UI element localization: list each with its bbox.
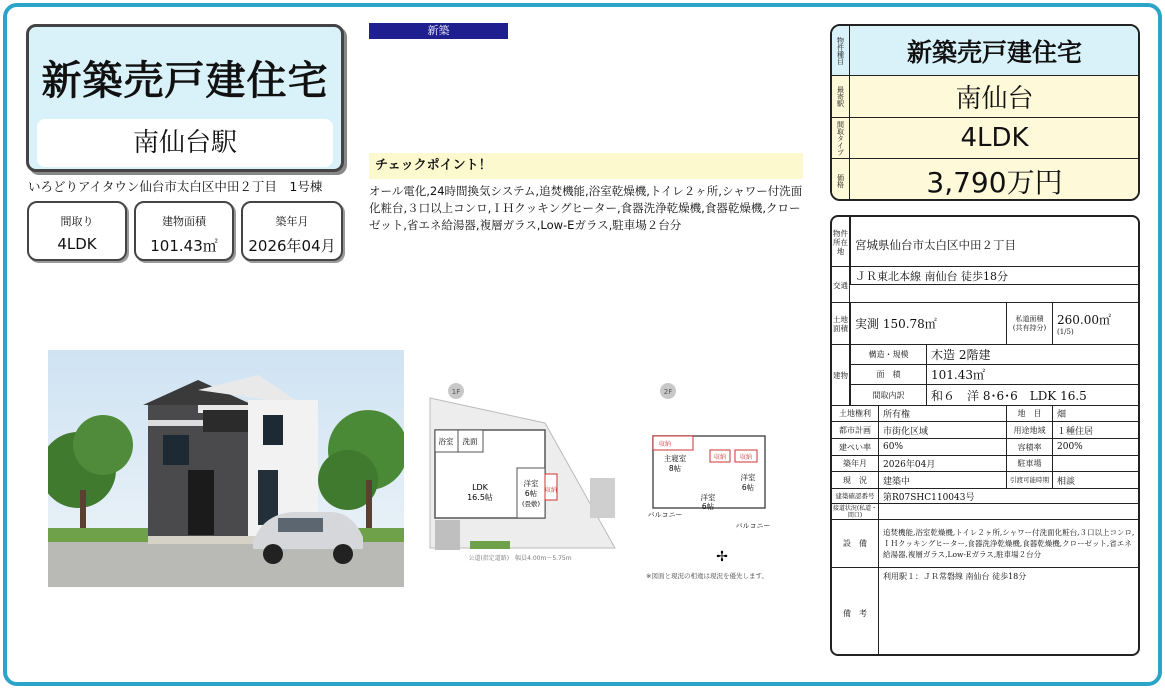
detail-row-built bbox=[832, 455, 1138, 471]
detail-city: 市街化区域 bbox=[878, 422, 1006, 438]
detail-layout-head: 間取内訳 bbox=[850, 385, 926, 406]
detail-equip-head: 設 備 bbox=[843, 539, 867, 548]
detail-location: 宮城県仙台市太白区中田２丁目 bbox=[850, 217, 1138, 266]
fp-storage3: 収納 bbox=[713, 454, 727, 461]
spec-built-value: 2026年04月 bbox=[248, 237, 336, 255]
detail-built-head: 築年月 bbox=[843, 459, 867, 468]
fp-wash: 洗面 bbox=[462, 437, 478, 446]
detail-remarks-head: 備 考 bbox=[843, 608, 867, 618]
fp-ldk: LDK bbox=[472, 483, 488, 492]
fp-storage2: 収納 bbox=[658, 441, 672, 448]
summary-station-value: 南仙台 bbox=[955, 84, 1034, 114]
detail-city-head: 都市計画 bbox=[839, 425, 871, 435]
address-line: いろどりアイタウン仙台市太白区中田２丁目 1号棟 bbox=[28, 179, 323, 194]
detail-far-head: 容積率 bbox=[1006, 439, 1052, 455]
detail-location-head: 物件所在地 bbox=[832, 217, 850, 267]
new-badge: 新築 bbox=[369, 23, 508, 39]
spec-floor-area bbox=[134, 201, 234, 261]
fp-road-note: 公道(指定道路) 幅員4.00m〜5.75m bbox=[468, 555, 572, 562]
floor2-label: 2F bbox=[663, 388, 673, 396]
detail-status-head: 現 況 bbox=[843, 475, 867, 485]
detail-row-status bbox=[832, 471, 1138, 488]
detail-table bbox=[830, 215, 1140, 656]
detail-zoning-head: 用途地域 bbox=[1006, 422, 1052, 438]
detail-handover-head: 引渡可能時期 bbox=[1006, 472, 1052, 488]
detail-permit-head: 建築確認番号 bbox=[835, 491, 875, 500]
summary-type-head: 物件種目 bbox=[832, 26, 850, 75]
detail-row-transport bbox=[832, 266, 1138, 302]
floor1-label: 1F bbox=[451, 388, 461, 396]
fp-ldk-size: 16.5帖 bbox=[467, 493, 493, 502]
detail-row-coverage bbox=[832, 438, 1138, 455]
detail-private-road: 260.00㎡ bbox=[1057, 313, 1111, 327]
fp-western3-size: 6帖 bbox=[741, 483, 755, 492]
station-name: 南仙台駅 bbox=[37, 119, 333, 167]
detail-structure-head: 構造・規模 bbox=[850, 345, 926, 365]
fp-disclaimer: ※図面と現況の相違は現況を優先します。 bbox=[646, 572, 768, 580]
detail-floor-area-head: 面 積 bbox=[850, 365, 926, 385]
summary-row-station bbox=[832, 76, 1138, 118]
detail-land-head: 土地面積 bbox=[832, 303, 850, 345]
detail-private-road-head: 私道面積 (共有持分) bbox=[1006, 303, 1052, 344]
summary-station-head: 最寄駅 bbox=[832, 76, 850, 117]
summary-price-head: 価格 bbox=[832, 159, 850, 201]
property-type-title: 新築売戸建住宅 bbox=[41, 58, 329, 104]
check-point-title: チェックポイント！ bbox=[369, 153, 803, 179]
summary-layout-value: 4LDK bbox=[960, 123, 1029, 153]
detail-road bbox=[878, 504, 1138, 519]
detail-transport-head: 交通 bbox=[832, 267, 850, 303]
summary-price-value: 3,790万円 bbox=[926, 166, 1063, 199]
summary-row-price bbox=[832, 159, 1138, 201]
spec-layout-label: 間取り bbox=[60, 215, 94, 228]
fp-balcony1: バルコニー bbox=[647, 511, 683, 519]
detail-row-location bbox=[832, 216, 1138, 266]
detail-zoning: １種住居 bbox=[1052, 422, 1138, 438]
detail-row-city bbox=[832, 421, 1138, 438]
floor-plan bbox=[425, 378, 785, 584]
fp-master-size: 8帖 bbox=[668, 464, 682, 473]
spec-built bbox=[241, 201, 343, 261]
detail-private-road-cell bbox=[1052, 303, 1138, 344]
detail-land-area: 実測 150.78㎡ bbox=[850, 303, 1006, 344]
spec-floor-area-value: 101.43㎡ bbox=[150, 237, 218, 255]
fp-western1: 洋室 bbox=[523, 479, 539, 488]
spec-layout bbox=[27, 201, 127, 261]
detail-coverage: 60% bbox=[878, 439, 1006, 455]
detail-row-remarks bbox=[832, 567, 1138, 656]
fp-western2-size: 6帖 bbox=[701, 502, 715, 511]
fp-western2: 洋室 bbox=[700, 493, 716, 502]
fp-western3: 洋室 bbox=[740, 473, 756, 482]
detail-remarks: 利用駅１：ＪＲ常磐線 南仙台 徒歩18分 bbox=[878, 568, 1138, 656]
detail-far: 200% bbox=[1052, 439, 1138, 455]
fp-master: 主寝室 bbox=[663, 454, 687, 463]
summary-row-layout bbox=[832, 118, 1138, 159]
detail-transport: ＪＲ東北本線 南仙台 徒歩18分 bbox=[850, 267, 1138, 285]
detail-building-head: 建物 bbox=[832, 345, 850, 406]
check-point-body: オール電化,24時間換気システム,追焚機能,浴室乾燥機,トイレ２ヶ所,シャワー付洗面化粧台,３口以上コンロ,ＩＨクッキングヒーター,食器洗浄乾燥機,食器乾燥機,クローゼット,省エネ給湯器,複層ガラス,Low-Eガラス,駐車場２台分 bbox=[369, 184, 803, 232]
title-card bbox=[26, 24, 344, 172]
detail-parking bbox=[1052, 456, 1138, 471]
detail-rights: 所有権 bbox=[878, 406, 1006, 421]
detail-row-equip bbox=[832, 519, 1138, 567]
detail-row-road bbox=[832, 503, 1138, 519]
summary-table bbox=[830, 24, 1140, 201]
fp-storage1: 収納 bbox=[544, 487, 558, 494]
detail-row-permit bbox=[832, 488, 1138, 503]
detail-landcat-head: 地 目 bbox=[1006, 406, 1052, 421]
detail-coverage-head: 建ぺい率 bbox=[839, 442, 871, 452]
detail-rights-head: 土地権利 bbox=[839, 409, 871, 418]
fp-bath: 浴室 bbox=[438, 437, 454, 446]
detail-layout: 和６ 洋 8･6･6 LDK 16.5 bbox=[926, 385, 1138, 406]
summary-layout-head: 間取タイプ bbox=[832, 118, 850, 158]
detail-landcat: 畑 bbox=[1052, 406, 1138, 421]
detail-road-head: 接道状況(私道・間口) bbox=[832, 504, 878, 519]
spec-layout-value: 4LDK bbox=[57, 235, 97, 253]
summary-row-type bbox=[832, 26, 1138, 76]
spec-floor-area-label: 建物面積 bbox=[162, 215, 206, 228]
detail-equip: 追焚機能,浴室乾燥機,トイレ２ヶ所,シャワー付洗面化粧台,３口以上コンロ,ＩＨクッキングヒーター,食器洗浄乾燥機,食器乾燥機,クローゼット,省エネ給湯器,複層ガラス,Low-Eガラス,駐車場２台分 bbox=[878, 520, 1138, 567]
fp-storage4: 収納 bbox=[739, 454, 753, 461]
detail-built: 2026年04月 bbox=[878, 456, 1006, 471]
detail-structure: 木造 2階建 bbox=[926, 345, 1138, 365]
detail-parking-head: 駐車場 bbox=[1006, 456, 1052, 471]
detail-private-road-share: (1/5) bbox=[1057, 328, 1074, 336]
fp-western1-size: 6帖 bbox=[524, 489, 538, 498]
fp-western1-note: (畳敷) bbox=[521, 500, 541, 508]
detail-row-rights bbox=[832, 405, 1138, 421]
compass-icon: ✢ bbox=[716, 549, 728, 565]
detail-floor-area: 101.43㎡ bbox=[926, 365, 1138, 385]
detail-status: 建築中 bbox=[878, 472, 1006, 488]
spec-built-label: 築年月 bbox=[275, 215, 309, 228]
detail-permit: 第R07SHC110043号 bbox=[878, 489, 1138, 503]
fp-balcony2: バルコニー bbox=[735, 522, 771, 530]
detail-row-land bbox=[832, 302, 1138, 344]
detail-handover: 相談 bbox=[1052, 472, 1138, 488]
detail-row-building bbox=[832, 344, 1138, 405]
house-photo bbox=[48, 350, 404, 587]
summary-type-value: 新築売戸建住宅 bbox=[906, 37, 1082, 67]
